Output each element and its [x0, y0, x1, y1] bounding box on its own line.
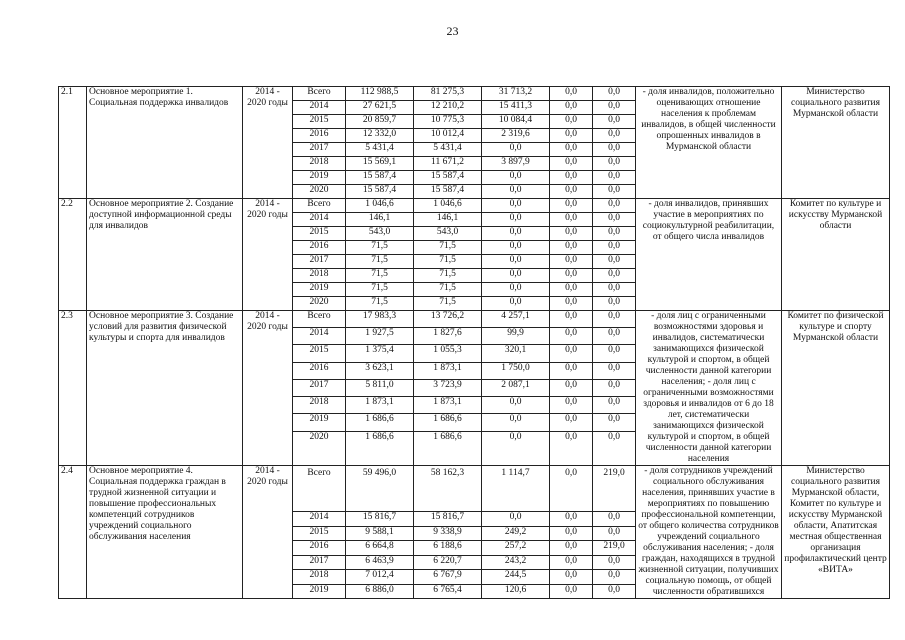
year-cell: 2016 [293, 362, 346, 379]
year-cell: 2017 [293, 143, 346, 157]
year-cell: 2018 [293, 157, 346, 171]
amount-cell: 0,0 [550, 584, 593, 599]
amount-cell: 0,0 [482, 283, 550, 297]
amount-cell: 9 588,1 [346, 526, 414, 540]
year-cell: 2018 [293, 570, 346, 584]
year-cell: 2019 [293, 171, 346, 185]
table-row [59, 466, 890, 512]
amount-cell: 0,0 [550, 397, 593, 414]
responsible-executor: Министерство социального развития Мурманской области [782, 87, 890, 199]
amount-cell: 0,0 [550, 345, 593, 362]
amount-cell: 0,0 [550, 269, 593, 283]
amount-cell: 3 623,1 [346, 362, 414, 379]
year-cell: 2017 [293, 255, 346, 269]
amount-cell: 71,5 [414, 269, 482, 283]
amount-cell: 71,5 [414, 241, 482, 255]
year-cell: 2016 [293, 241, 346, 255]
amount-cell: 0,0 [593, 297, 636, 311]
amount-cell: 1 686,6 [414, 414, 482, 431]
amount-cell: 112 988,5 [346, 87, 414, 101]
year-cell: 2015 [293, 526, 346, 540]
amount-cell: 15 587,4 [346, 185, 414, 199]
amount-cell: 0,0 [593, 241, 636, 255]
amount-cell: 6 765,4 [414, 584, 482, 599]
amount-cell: 0,0 [550, 241, 593, 255]
amount-cell: 5 431,4 [346, 143, 414, 157]
amount-cell: 0,0 [593, 171, 636, 185]
amount-cell: 1 046,6 [346, 199, 414, 213]
item-number: 2.3 [59, 311, 87, 466]
year-cell: 2020 [293, 185, 346, 199]
item-number: 2.2 [59, 199, 87, 311]
year-cell: 2017 [293, 379, 346, 396]
amount-cell: 59 496,0 [346, 466, 414, 512]
item-period: 2014 - 2020 годы [243, 466, 293, 599]
amount-cell: 0,0 [550, 255, 593, 269]
amount-cell: 543,0 [346, 227, 414, 241]
amount-cell: 0,0 [482, 414, 550, 431]
item-period: 2014 - 2020 годы [243, 87, 293, 199]
year-cell: 2018 [293, 269, 346, 283]
amount-cell: 81 275,3 [414, 87, 482, 101]
amount-cell: 0,0 [482, 143, 550, 157]
amount-cell: 31 713,2 [482, 87, 550, 101]
amount-cell: 1 046,6 [414, 199, 482, 213]
amount-cell: 0,0 [550, 129, 593, 143]
indicators: - доля инвалидов, принявших участие в мероприятиях по социокультурной реабилитации, от общего числа инвалидов [636, 199, 782, 311]
amount-cell: 10 775,3 [414, 115, 482, 129]
indicators: - доля инвалидов, положительно оценивающих отношение населения к проблемам инвалидов, в общей численности опрошенных инвалидов в Мурманской области [636, 87, 782, 199]
amount-cell: 146,1 [346, 213, 414, 227]
year-cell: 2020 [293, 297, 346, 311]
amount-cell: 1 114,7 [482, 466, 550, 512]
year-cell: 2014 [293, 213, 346, 227]
amount-cell: 0,0 [593, 129, 636, 143]
table-row [59, 87, 890, 101]
year-cell: 2015 [293, 345, 346, 362]
amount-cell: 20 859,7 [346, 115, 414, 129]
item-name: Основное мероприятие 4. Социальная поддержка граждан в трудной жизненной ситуации и повышение профессиональных компетенций сотрудников учреждений социального обслуживания населения [87, 466, 243, 599]
amount-cell: 2 087,1 [482, 379, 550, 396]
amount-cell: 244,5 [482, 570, 550, 584]
amount-cell: 0,0 [593, 283, 636, 297]
item-name: Основное мероприятие 2. Создание доступной информационной среды для инвалидов [87, 199, 243, 311]
amount-cell: 1 686,6 [346, 431, 414, 465]
amount-cell: 71,5 [346, 297, 414, 311]
amount-cell: 6 664,8 [346, 541, 414, 555]
amount-cell: 99,9 [482, 328, 550, 345]
amount-cell: 0,0 [482, 185, 550, 199]
amount-cell: 1 827,6 [414, 328, 482, 345]
amount-cell: 0,0 [550, 431, 593, 465]
amount-cell: 0,0 [550, 171, 593, 185]
indicators: - доля лиц с ограниченными возможностями здоровья и инвалидов, систематически занимающихся физической культурой и спортом, в общей численности данной категории населения; - доля лиц с ограниченными возможностями здоровья и инвалидов от 6 до 18 лет, систематически занимающихся физической культурой и спортом, в общей численности данной категории населения [636, 311, 782, 466]
table-body [59, 87, 890, 599]
page-number: 23 [446, 24, 459, 38]
amount-cell: 0,0 [550, 555, 593, 569]
item-name: Основное мероприятие 1. Социальная поддержка инвалидов [87, 87, 243, 199]
amount-cell: 0,0 [593, 255, 636, 269]
amount-cell: 0,0 [550, 227, 593, 241]
year-cell: 2015 [293, 227, 346, 241]
amount-cell: 71,5 [346, 283, 414, 297]
amount-cell: 0,0 [550, 570, 593, 584]
amount-cell: 11 671,2 [414, 157, 482, 171]
amount-cell: 1 873,1 [346, 397, 414, 414]
amount-cell: 3 897,9 [482, 157, 550, 171]
amount-cell: 0,0 [593, 185, 636, 199]
amount-cell: 71,5 [414, 283, 482, 297]
amount-cell: 6 886,0 [346, 584, 414, 599]
amount-cell: 1 686,6 [346, 414, 414, 431]
amount-cell: 0,0 [550, 143, 593, 157]
amount-cell: 0,0 [593, 431, 636, 465]
amount-cell: 0,0 [550, 328, 593, 345]
year-cell: Всего [293, 87, 346, 101]
amount-cell: 12 332,0 [346, 129, 414, 143]
year-cell: Всего [293, 311, 346, 328]
year-cell: 2015 [293, 115, 346, 129]
amount-cell: 71,5 [414, 255, 482, 269]
amount-cell: 0,0 [482, 397, 550, 414]
year-cell: 2019 [293, 584, 346, 599]
amount-cell: 0,0 [593, 328, 636, 345]
amount-cell: 0,0 [482, 171, 550, 185]
amount-cell: 0,0 [593, 397, 636, 414]
amount-cell: 0,0 [593, 101, 636, 115]
amount-cell: 0,0 [593, 227, 636, 241]
amount-cell: 1 055,3 [414, 345, 482, 362]
amount-cell: 0,0 [593, 379, 636, 396]
amount-cell: 0,0 [593, 311, 636, 328]
item-number: 2.4 [59, 466, 87, 599]
amount-cell: 0,0 [593, 199, 636, 213]
year-cell: 2019 [293, 283, 346, 297]
amount-cell: 0,0 [482, 269, 550, 283]
amount-cell: 1 686,6 [414, 431, 482, 465]
year-cell: 2016 [293, 541, 346, 555]
year-cell: 2014 [293, 328, 346, 345]
amount-cell: 6 188,6 [414, 541, 482, 555]
amount-cell: 1 873,1 [414, 362, 482, 379]
amount-cell: 15 569,1 [346, 157, 414, 171]
amount-cell: 249,2 [482, 526, 550, 540]
item-number: 2.1 [59, 87, 87, 199]
amount-cell: 0,0 [550, 185, 593, 199]
amount-cell: 146,1 [414, 213, 482, 227]
table-row [59, 311, 890, 328]
amount-cell: 0,0 [550, 311, 593, 328]
amount-cell: 219,0 [593, 466, 636, 512]
amount-cell: 0,0 [550, 115, 593, 129]
amount-cell: 12 210,2 [414, 101, 482, 115]
responsible-executor: Министерство социального развития Мурманской области, Комитет по культуре и искусству Мурманской области, Апатитская местная общественная организация профилактический центр «ВИТА» [782, 466, 890, 599]
year-cell: 2014 [293, 101, 346, 115]
year-cell: 2017 [293, 555, 346, 569]
amount-cell: 0,0 [550, 512, 593, 526]
amount-cell: 0,0 [593, 570, 636, 584]
amount-cell: 15 587,4 [414, 171, 482, 185]
amount-cell: 6 220,7 [414, 555, 482, 569]
amount-cell: 2 319,6 [482, 129, 550, 143]
responsible-executor: Комитет по физической культуре и спорту Мурманской области [782, 311, 890, 466]
amount-cell: 1 927,5 [346, 328, 414, 345]
amount-cell: 15 411,3 [482, 101, 550, 115]
year-cell: 2019 [293, 414, 346, 431]
amount-cell: 0,0 [550, 362, 593, 379]
year-cell: 2014 [293, 512, 346, 526]
amount-cell: 71,5 [346, 241, 414, 255]
amount-cell: 320,1 [482, 345, 550, 362]
amount-cell: 0,0 [482, 199, 550, 213]
amount-cell: 120,6 [482, 584, 550, 599]
amount-cell: 0,0 [593, 362, 636, 379]
amount-cell: 219,0 [593, 541, 636, 555]
item-period: 2014 - 2020 годы [243, 311, 293, 466]
year-cell: Всего [293, 199, 346, 213]
year-cell: 2018 [293, 397, 346, 414]
amount-cell: 1 375,4 [346, 345, 414, 362]
amount-cell: 4 257,1 [482, 311, 550, 328]
item-period: 2014 - 2020 годы [243, 199, 293, 311]
amount-cell: 0,0 [550, 101, 593, 115]
year-cell: 2016 [293, 129, 346, 143]
amount-cell: 0,0 [482, 431, 550, 465]
amount-cell: 6 463,9 [346, 555, 414, 569]
amount-cell: 0,0 [550, 466, 593, 512]
amount-cell: 0,0 [482, 297, 550, 311]
amount-cell: 10 084,4 [482, 115, 550, 129]
amount-cell: 9 338,9 [414, 526, 482, 540]
amount-cell: 71,5 [346, 255, 414, 269]
amount-cell: 0,0 [593, 512, 636, 526]
amount-cell: 17 983,3 [346, 311, 414, 328]
amount-cell: 0,0 [550, 199, 593, 213]
amount-cell: 0,0 [593, 213, 636, 227]
amount-cell: 15 587,4 [414, 185, 482, 199]
amount-cell: 0,0 [593, 115, 636, 129]
amount-cell: 15 816,7 [414, 512, 482, 526]
amount-cell: 1 750,0 [482, 362, 550, 379]
amount-cell: 0,0 [550, 87, 593, 101]
table-row [59, 199, 890, 213]
amount-cell: 6 767,9 [414, 570, 482, 584]
program-table [58, 86, 890, 599]
amount-cell: 5 431,4 [414, 143, 482, 157]
amount-cell: 0,0 [482, 227, 550, 241]
amount-cell: 0,0 [550, 379, 593, 396]
amount-cell: 0,0 [593, 87, 636, 101]
amount-cell: 15 816,7 [346, 512, 414, 526]
amount-cell: 15 587,4 [346, 171, 414, 185]
amount-cell: 1 873,1 [414, 397, 482, 414]
amount-cell: 0,0 [482, 241, 550, 255]
amount-cell: 0,0 [593, 526, 636, 540]
amount-cell: 58 162,3 [414, 466, 482, 512]
amount-cell: 3 723,9 [414, 379, 482, 396]
amount-cell: 0,0 [550, 213, 593, 227]
year-cell: Всего [293, 466, 346, 512]
responsible-executor: Комитет по культуре и искусству Мурманской области [782, 199, 890, 311]
amount-cell: 13 726,2 [414, 311, 482, 328]
indicators: - доля сотрудников учреждений социального обслуживания населения, принявших участие в мероприятиях по повышению профессиональной компетенции, от общего количества сотрудников учреждений социального обслуживания населения; - доля граждан, находящихся в трудной жизненной ситуации, получивших социальную помощь, от общей численности обратившихся [636, 466, 782, 599]
amount-cell: 0,0 [482, 512, 550, 526]
year-cell: 2020 [293, 431, 346, 465]
amount-cell: 543,0 [414, 227, 482, 241]
amount-cell: 0,0 [593, 414, 636, 431]
amount-cell: 71,5 [346, 269, 414, 283]
item-name: Основное мероприятие 3. Создание условий для развития физической культуры и спорта для инвалидов [87, 311, 243, 466]
amount-cell: 0,0 [550, 541, 593, 555]
amount-cell: 27 621,5 [346, 101, 414, 115]
amount-cell: 0,0 [593, 157, 636, 171]
amount-cell: 10 012,4 [414, 129, 482, 143]
amount-cell: 7 012,4 [346, 570, 414, 584]
amount-cell: 0,0 [550, 526, 593, 540]
amount-cell: 0,0 [593, 345, 636, 362]
amount-cell: 5 811,0 [346, 379, 414, 396]
amount-cell: 0,0 [593, 269, 636, 283]
amount-cell: 0,0 [550, 283, 593, 297]
amount-cell: 0,0 [550, 157, 593, 171]
amount-cell: 0,0 [482, 255, 550, 269]
amount-cell: 0,0 [482, 213, 550, 227]
amount-cell: 257,2 [482, 541, 550, 555]
amount-cell: 71,5 [414, 297, 482, 311]
amount-cell: 0,0 [593, 143, 636, 157]
amount-cell: 0,0 [593, 555, 636, 569]
amount-cell: 0,0 [550, 414, 593, 431]
amount-cell: 243,2 [482, 555, 550, 569]
amount-cell: 0,0 [550, 297, 593, 311]
amount-cell: 0,0 [593, 584, 636, 599]
